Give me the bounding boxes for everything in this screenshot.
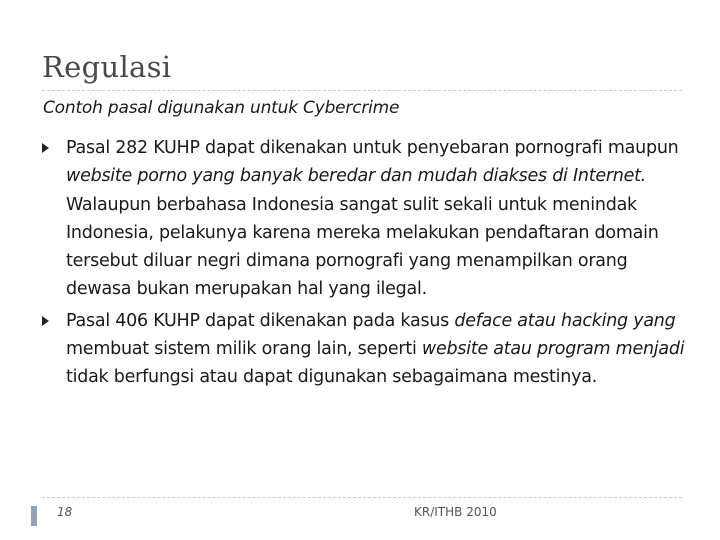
title-divider [42, 90, 682, 91]
bullet-text-segment: membuat sistem milik orang lain, seperti [66, 339, 422, 360]
bullet-text-segment-italic: website porno yang banyak beredar dan mudah diakses di Internet. [66, 166, 647, 187]
intro-text: Contoh pasal digunakan untuk Cybercrime [43, 98, 400, 118]
bullet-item [42, 134, 692, 304]
bullet-item [42, 307, 692, 392]
slide-title: Regulasi [42, 50, 172, 84]
footer-text: KR/ITHB 2010 [414, 505, 497, 519]
bullet-text-segment-italic: website atau program menjadi [421, 339, 685, 360]
page-number: 18 [57, 505, 73, 519]
triangle-right-icon [42, 143, 49, 153]
bullet-text-segment: Walaupun berbahasa Indonesia sangat sulit sekali untuk menindak Indonesia, pelakunya karena mereka melakukan pendaftaran domain tersebut diluar negri dimana pornografi yang menampilkan orang dewasa bukan merupakan hal yang ilegal. [66, 194, 659, 300]
triangle-right-icon [42, 316, 49, 326]
footer-accent-bar [31, 506, 37, 526]
bullet-text-segment-italic: deface atau hacking yang [454, 310, 676, 331]
bullet-text-segment: tidak berfungsi atau dapat digunakan sebagaimana mestinya. [66, 367, 598, 388]
footer-divider [42, 497, 682, 498]
bullet-text-segment: Pasal 406 KUHP dapat dikenakan pada kasus [66, 310, 455, 331]
bullet-text-segment: Pasal 282 KUHP dapat dikenakan untuk penyebaran pornografi maupun [66, 138, 679, 158]
bullet-list [42, 134, 692, 395]
